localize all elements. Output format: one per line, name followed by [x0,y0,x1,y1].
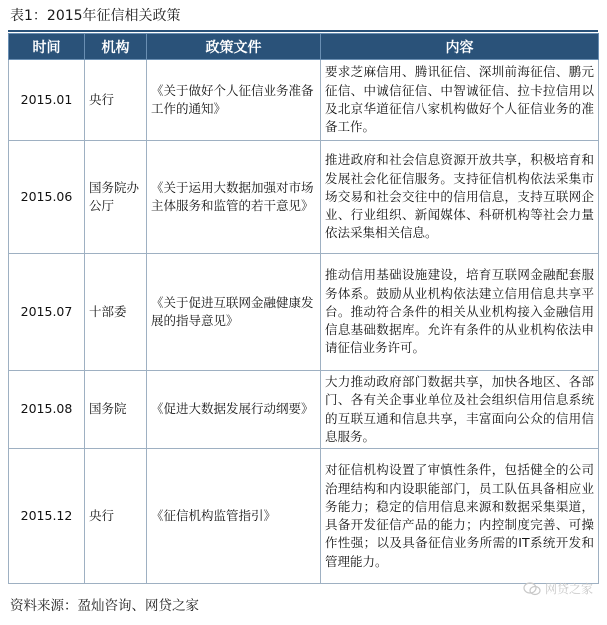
table-row [9,60,599,141]
cell-org: 央行 [85,60,147,141]
cell-content: 对征信机构设置了审慎性条件，包括健全的公司治理结构和内设职能部门，员工队伍具备相应业务能力；稳定的信用信息来源和数据采集渠道，具备开发征信产品的能力；内控制度完善、可操作性强；以及具备征信业务所需的IT系统开发和管理能力。 [321,449,599,584]
header-time: 时间 [9,34,85,60]
cell-doc: 《关于促进互联网金融健康发展的指导意见》 [147,254,321,371]
cell-org: 国务院办公厅 [85,141,147,254]
cell-org: 国务院 [85,371,147,449]
cell-time: 2015.07 [9,254,85,371]
cell-org: 十部委 [85,254,147,371]
header-doc: 政策文件 [147,34,321,60]
cell-time: 2015.01 [9,60,85,141]
cell-content: 大力推动政府部门数据共享，加快各地区、各部门、各有关企事业单位及社会组织信用信息系统的互联互通和信息共享，丰富面向公众的信用信息服务。 [321,371,599,449]
header-content: 内容 [321,34,599,60]
cell-doc: 《关于运用大数据加强对市场主体服务和监管的若干意见》 [147,141,321,254]
table-row [9,371,599,449]
table-row [9,141,599,254]
watermark-text: 网贷之家 [544,582,593,596]
cell-org: 央行 [85,449,147,584]
header-org: 机构 [85,34,147,60]
cell-content: 推动信用基础设施建设，培育互联网金融配套服务体系。鼓励从业机构依法建立信用信息共享平台。推动符合条件的相关从业机构接入金融信用信息基础数据库。允许有条件的从业机构依法申请征信业务许可。 [321,254,599,371]
cell-doc: 《促进大数据发展行动纲要》 [147,371,321,449]
cell-time: 2015.12 [9,449,85,584]
table-row [9,254,599,371]
table-title: 表1：2015年征信相关政策 [10,8,181,24]
watermark [523,580,593,597]
source-note: 资料来源：盈灿咨询、网贷之家 [10,598,199,614]
table-row [9,449,599,584]
table-header-row [9,34,599,60]
cell-content: 推进政府和社会信息资源开放共享，积极培育和发展社会化征信服务。支持征信机构依法采集市场交易和社会交往中的信用信息，支持互联网企业、行业组织、新闻媒体、科研机构等社会力量依法采集相关信息。 [321,141,599,254]
cell-doc: 《征信机构监管指引》 [147,449,321,584]
chat-bubble-icon [523,582,541,596]
title-divider [8,30,598,32]
policy-table [8,33,599,584]
cell-content: 要求芝麻信用、腾讯征信、深圳前海征信、鹏元征信、中诚信征信、中智诚征信、拉卡拉信用以及北京华道征信八家机构做好个人征信业务的准备工作。 [321,60,599,141]
cell-time: 2015.06 [9,141,85,254]
cell-doc: 《关于做好个人征信业务准备工作的通知》 [147,60,321,141]
cell-time: 2015.08 [9,371,85,449]
